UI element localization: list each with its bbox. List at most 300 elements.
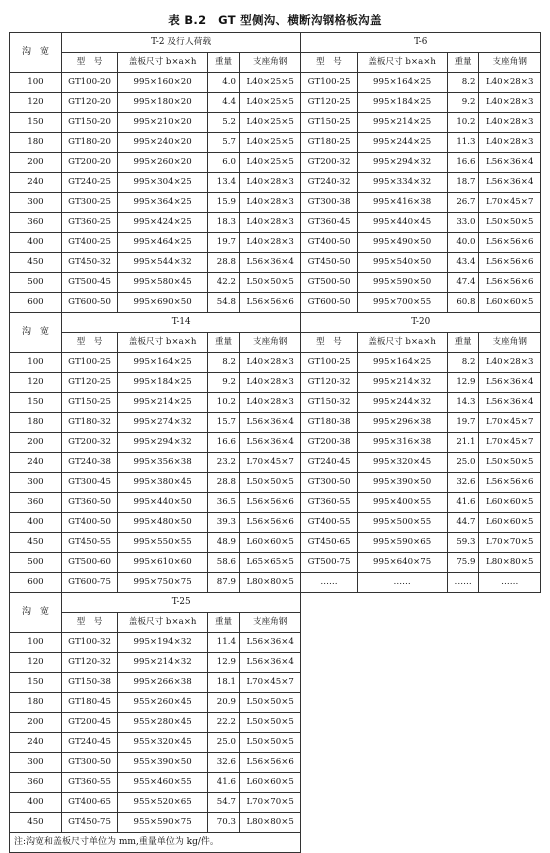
model-cell: GT600-50 <box>301 293 357 313</box>
angle-cell: L40×25×5 <box>239 93 301 113</box>
weight-cell: 19.7 <box>208 233 240 253</box>
block1-header-row <box>10 53 541 73</box>
angle-header: 支座角钢 <box>479 53 541 73</box>
angle-cell: L80×80×5 <box>479 553 541 573</box>
block2-group-row <box>10 313 541 333</box>
width-cell: 100 <box>10 353 62 373</box>
model-cell: GT360-25 <box>61 213 117 233</box>
size-cell: 995×440×50 <box>118 493 208 513</box>
model-cell: GT200-38 <box>301 433 357 453</box>
weight-cell: 4.0 <box>208 73 240 93</box>
model-cell: GT400-65 <box>61 793 117 813</box>
block3-group-left: T-25 <box>61 593 301 613</box>
table-row <box>10 473 541 493</box>
model-cell: GT500-45 <box>61 273 117 293</box>
model-header: 型 号 <box>301 333 357 353</box>
weight-cell: 42.2 <box>208 273 240 293</box>
size-cell: 995×364×25 <box>118 193 208 213</box>
model-cell: GT400-55 <box>301 513 357 533</box>
table-row <box>10 353 541 373</box>
width-cell: 450 <box>10 253 62 273</box>
angle-header: 支座角钢 <box>479 333 541 353</box>
angle-header: 支座角钢 <box>239 613 301 633</box>
angle-cell: L56×36×4 <box>239 653 301 673</box>
size-cell: 995×640×75 <box>357 553 447 573</box>
block3-group-row <box>10 593 541 613</box>
model-cell: GT300-50 <box>61 753 117 773</box>
weight-cell: 48.9 <box>208 533 240 553</box>
table-body <box>10 33 541 853</box>
table-row <box>10 493 541 513</box>
weight-cell: 58.6 <box>208 553 240 573</box>
model-cell: GT500-75 <box>301 553 357 573</box>
angle-cell: L56×56×6 <box>239 493 301 513</box>
angle-header: 支座角钢 <box>239 333 301 353</box>
weight-cell: 26.7 <box>447 193 479 213</box>
size-cell: 995×214×32 <box>118 653 208 673</box>
model-cell: GT180-32 <box>61 413 117 433</box>
table-row <box>10 293 541 313</box>
width-cell: 200 <box>10 713 62 733</box>
size-cell: 995×390×50 <box>357 473 447 493</box>
angle-cell: L40×28×3 <box>239 213 301 233</box>
model-cell: GT120-32 <box>61 653 117 673</box>
table-row <box>10 73 541 93</box>
model-cell: GT100-25 <box>301 353 357 373</box>
size-cell: 995×164×25 <box>357 73 447 93</box>
model-cell: GT300-45 <box>61 473 117 493</box>
angle-cell: L50×50×5 <box>239 273 301 293</box>
weight-cell: 22.2 <box>208 713 240 733</box>
angle-cell: L56×56×6 <box>239 753 301 773</box>
width-cell: 400 <box>10 513 62 533</box>
angle-cell: L50×50×5 <box>239 733 301 753</box>
width-cell: 240 <box>10 453 62 473</box>
weight-header: 重量 <box>208 333 240 353</box>
weight-cell: 18.1 <box>208 673 240 693</box>
model-cell: GT200-20 <box>61 153 117 173</box>
table-row <box>10 413 541 433</box>
angle-cell: L60×60×5 <box>239 773 301 793</box>
size-cell: 995×294×32 <box>118 433 208 453</box>
model-cell: GT200-32 <box>61 433 117 453</box>
width-cell: 150 <box>10 113 62 133</box>
angle-cell: L56×36×4 <box>239 413 301 433</box>
weight-header: 重量 <box>208 53 240 73</box>
model-cell: GT600-75 <box>61 573 117 593</box>
width-cell: 200 <box>10 153 62 173</box>
model-cell: GT400-50 <box>301 233 357 253</box>
table-row <box>10 553 541 573</box>
size-cell: 995×400×55 <box>357 493 447 513</box>
width-cell: 300 <box>10 473 62 493</box>
weight-cell: 60.8 <box>447 293 479 313</box>
weight-cell: 28.8 <box>208 473 240 493</box>
weight-cell: 70.3 <box>208 813 240 833</box>
model-cell: GT120-32 <box>301 373 357 393</box>
model-cell: GT100-20 <box>61 73 117 93</box>
table-row <box>10 393 541 413</box>
width-cell: 120 <box>10 373 62 393</box>
weight-cell: 54.8 <box>208 293 240 313</box>
weight-cell: 40.0 <box>447 233 479 253</box>
model-cell: GT180-45 <box>61 693 117 713</box>
width-cell: 300 <box>10 193 62 213</box>
model-cell: GT600-50 <box>61 293 117 313</box>
size-cell: 995×464×25 <box>118 233 208 253</box>
weight-cell: 14.3 <box>447 393 479 413</box>
weight-cell: 43.4 <box>447 253 479 273</box>
weight-cell: …… <box>447 573 479 593</box>
size-cell: 995×194×32 <box>118 633 208 653</box>
width-cell: 360 <box>10 493 62 513</box>
angle-cell: L40×25×5 <box>239 153 301 173</box>
width-cell: 100 <box>10 633 62 653</box>
angle-cell: L40×28×3 <box>239 233 301 253</box>
weight-cell: 13.4 <box>208 173 240 193</box>
model-cell: GT360-45 <box>301 213 357 233</box>
width-cell: 150 <box>10 393 62 413</box>
size-cell: 995×184×25 <box>357 93 447 113</box>
size-cell: 995×164×25 <box>118 353 208 373</box>
angle-cell: L40×28×3 <box>239 393 301 413</box>
size-cell: 955×520×65 <box>118 793 208 813</box>
block1-group-right: T-6 <box>301 33 541 53</box>
weight-cell: 9.2 <box>447 93 479 113</box>
angle-cell: L60×60×5 <box>479 513 541 533</box>
table-row <box>10 93 541 113</box>
table-row <box>10 533 541 553</box>
angle-cell: L40×25×5 <box>239 133 301 153</box>
width-cell: 450 <box>10 813 62 833</box>
model-header: 型 号 <box>61 613 117 633</box>
weight-header: 重量 <box>447 333 479 353</box>
angle-cell: L80×80×5 <box>239 573 301 593</box>
size-cell: 955×390×50 <box>118 753 208 773</box>
weight-cell: 47.4 <box>447 273 479 293</box>
size-header: 盖板尺寸 b×a×h <box>118 53 208 73</box>
block2-group-left: T-14 <box>61 313 301 333</box>
weight-header: 重量 <box>447 53 479 73</box>
size-cell: 995×540×50 <box>357 253 447 273</box>
size-cell: 995×480×50 <box>118 513 208 533</box>
weight-cell: 5.2 <box>208 113 240 133</box>
size-cell: 995×550×55 <box>118 533 208 553</box>
angle-cell: L56×36×4 <box>479 153 541 173</box>
size-cell: 995×240×20 <box>118 133 208 153</box>
width-cell: 240 <box>10 173 62 193</box>
model-cell: GT240-45 <box>301 453 357 473</box>
model-cell: GT400-50 <box>61 513 117 533</box>
weight-cell: 8.2 <box>447 353 479 373</box>
model-cell: GT100-25 <box>61 353 117 373</box>
weight-cell: 12.9 <box>447 373 479 393</box>
weight-cell: 19.7 <box>447 413 479 433</box>
angle-cell: L40×28×3 <box>479 133 541 153</box>
size-cell: 995×214×25 <box>118 393 208 413</box>
angle-cell: L70×45×7 <box>239 673 301 693</box>
angle-cell: L50×50×5 <box>239 693 301 713</box>
model-cell: GT240-32 <box>301 173 357 193</box>
weight-cell: 23.2 <box>208 453 240 473</box>
weight-cell: 25.0 <box>208 733 240 753</box>
size-cell: 995×320×45 <box>357 453 447 473</box>
angle-cell: L40×28×3 <box>479 93 541 113</box>
size-cell: 995×750×75 <box>118 573 208 593</box>
table-row <box>10 273 541 293</box>
size-cell: 995×210×20 <box>118 113 208 133</box>
width-cell: 500 <box>10 553 62 573</box>
table-note: 注:沟宽和盖板尺寸单位为 mm,重量单位为 kg/件。 <box>10 833 301 853</box>
angle-cell: L56×56×6 <box>479 273 541 293</box>
width-cell: 500 <box>10 273 62 293</box>
model-cell: GT150-38 <box>61 673 117 693</box>
size-cell: 955×590×75 <box>118 813 208 833</box>
size-cell: 995×424×25 <box>118 213 208 233</box>
angle-cell: L50×50×5 <box>239 713 301 733</box>
model-cell: GT120-25 <box>301 93 357 113</box>
angle-cell: L40×25×5 <box>239 113 301 133</box>
weight-cell: 9.2 <box>208 373 240 393</box>
width-cell: 400 <box>10 793 62 813</box>
angle-cell: L70×45×7 <box>479 433 541 453</box>
size-cell: 995×380×45 <box>118 473 208 493</box>
size-cell: 955×320×45 <box>118 733 208 753</box>
model-cell: GT300-50 <box>301 473 357 493</box>
angle-cell: L70×70×5 <box>479 533 541 553</box>
grating-cover-table <box>9 32 541 853</box>
model-cell: GT120-20 <box>61 93 117 113</box>
model-cell: GT240-45 <box>61 733 117 753</box>
weight-cell: 39.3 <box>208 513 240 533</box>
size-cell: 995×610×60 <box>118 553 208 573</box>
width-header: 沟 宽 <box>10 313 62 353</box>
weight-cell: 15.9 <box>208 193 240 213</box>
weight-cell: 11.3 <box>447 133 479 153</box>
width-cell: 450 <box>10 533 62 553</box>
model-cell: GT360-50 <box>61 493 117 513</box>
angle-cell: L65×65×5 <box>239 553 301 573</box>
model-header: 型 号 <box>61 53 117 73</box>
size-cell: 995×690×50 <box>118 293 208 313</box>
weight-cell: 44.7 <box>447 513 479 533</box>
weight-cell: 41.6 <box>208 773 240 793</box>
width-cell: 240 <box>10 733 62 753</box>
width-cell: 360 <box>10 213 62 233</box>
angle-cell: L56×36×4 <box>239 253 301 273</box>
size-cell: 995×356×38 <box>118 453 208 473</box>
width-cell: 300 <box>10 753 62 773</box>
size-cell: 995×274×32 <box>118 413 208 433</box>
table-row <box>10 253 541 273</box>
weight-cell: 10.2 <box>208 393 240 413</box>
width-cell: 600 <box>10 293 62 313</box>
size-header: 盖板尺寸 b×a×h <box>357 53 447 73</box>
size-cell: 995×244×25 <box>357 133 447 153</box>
model-cell: GT180-20 <box>61 133 117 153</box>
angle-cell: L40×28×3 <box>479 73 541 93</box>
table-row <box>10 433 541 453</box>
model-cell: GT120-25 <box>61 373 117 393</box>
table-row <box>10 113 541 133</box>
size-cell: 995×184×25 <box>118 373 208 393</box>
width-cell: 150 <box>10 673 62 693</box>
size-cell: 995×214×32 <box>357 373 447 393</box>
table-row <box>10 153 541 173</box>
angle-cell: L60×60×5 <box>239 533 301 553</box>
angle-header: 支座角钢 <box>239 53 301 73</box>
size-cell: 995×214×25 <box>357 113 447 133</box>
table-row <box>10 373 541 393</box>
angle-cell: L56×56×6 <box>479 473 541 493</box>
weight-cell: 32.6 <box>447 473 479 493</box>
width-cell: 120 <box>10 653 62 673</box>
model-cell: GT450-55 <box>61 533 117 553</box>
weight-cell: 18.3 <box>208 213 240 233</box>
table-row <box>10 513 541 533</box>
weight-cell: 32.6 <box>208 753 240 773</box>
angle-cell: L56×56×6 <box>479 253 541 273</box>
angle-cell: L60×60×5 <box>479 293 541 313</box>
model-cell: GT200-45 <box>61 713 117 733</box>
size-cell: 995×160×20 <box>118 73 208 93</box>
weight-cell: 16.6 <box>208 433 240 453</box>
model-cell: GT300-38 <box>301 193 357 213</box>
angle-cell: L50×50×5 <box>479 453 541 473</box>
angle-cell: L56×56×6 <box>479 233 541 253</box>
size-cell: 995×416×38 <box>357 193 447 213</box>
width-cell: 200 <box>10 433 62 453</box>
model-cell: GT240-25 <box>61 173 117 193</box>
model-cell: GT150-25 <box>301 113 357 133</box>
width-cell: 180 <box>10 693 62 713</box>
model-cell: GT360-55 <box>61 773 117 793</box>
size-cell: 955×260×45 <box>118 693 208 713</box>
size-cell: 995×304×25 <box>118 173 208 193</box>
angle-cell: L56×36×4 <box>479 393 541 413</box>
weight-cell: 36.5 <box>208 493 240 513</box>
table-row <box>10 233 541 253</box>
size-cell: 995×334×32 <box>357 173 447 193</box>
block2-header-row <box>10 333 541 353</box>
size-cell: 995×164×25 <box>357 353 447 373</box>
model-cell: GT450-32 <box>61 253 117 273</box>
weight-cell: 25.0 <box>447 453 479 473</box>
width-header: 沟 宽 <box>10 33 62 73</box>
model-cell: GT180-38 <box>301 413 357 433</box>
weight-cell: 18.7 <box>447 173 479 193</box>
angle-cell: L70×45×7 <box>479 413 541 433</box>
weight-cell: 12.9 <box>208 653 240 673</box>
model-cell: GT150-32 <box>301 393 357 413</box>
weight-cell: 59.3 <box>447 533 479 553</box>
model-cell: GT300-25 <box>61 193 117 213</box>
angle-cell: …… <box>479 573 541 593</box>
weight-cell: 16.6 <box>447 153 479 173</box>
width-cell: 120 <box>10 93 62 113</box>
weight-cell: 6.0 <box>208 153 240 173</box>
width-cell: 600 <box>10 573 62 593</box>
angle-cell: L40×28×3 <box>479 113 541 133</box>
angle-cell: L56×56×6 <box>239 513 301 533</box>
model-cell: GT500-60 <box>61 553 117 573</box>
size-cell: 995×266×38 <box>118 673 208 693</box>
weight-cell: 15.7 <box>208 413 240 433</box>
width-cell: 360 <box>10 773 62 793</box>
weight-cell: 4.4 <box>208 93 240 113</box>
model-cell: GT150-20 <box>61 113 117 133</box>
angle-cell: L70×45×7 <box>479 193 541 213</box>
size-cell: 995×316×38 <box>357 433 447 453</box>
model-cell: GT100-32 <box>61 633 117 653</box>
model-cell: GT200-32 <box>301 153 357 173</box>
size-cell: 995×700×55 <box>357 293 447 313</box>
size-cell: 995×590×50 <box>357 273 447 293</box>
table-row <box>10 193 541 213</box>
model-cell: GT450-75 <box>61 813 117 833</box>
width-cell: 100 <box>10 73 62 93</box>
size-cell: 995×180×20 <box>118 93 208 113</box>
weight-cell: 5.7 <box>208 133 240 153</box>
angle-cell: L70×45×7 <box>239 453 301 473</box>
size-cell: …… <box>357 573 447 593</box>
weight-cell: 28.8 <box>208 253 240 273</box>
angle-cell: L40×25×5 <box>239 73 301 93</box>
size-header: 盖板尺寸 b×a×h <box>118 613 208 633</box>
weight-cell: 33.0 <box>447 213 479 233</box>
weight-cell: 54.7 <box>208 793 240 813</box>
model-cell: GT450-65 <box>301 533 357 553</box>
width-header: 沟 宽 <box>10 593 62 633</box>
width-cell: 400 <box>10 233 62 253</box>
block2-group-right: T-20 <box>301 313 541 333</box>
block1-group-left: T-2 及行人荷载 <box>61 33 301 53</box>
model-cell: GT150-25 <box>61 393 117 413</box>
model-cell: GT400-25 <box>61 233 117 253</box>
size-cell: 995×440×45 <box>357 213 447 233</box>
size-cell: 955×280×45 <box>118 713 208 733</box>
size-cell: 995×260×20 <box>118 153 208 173</box>
table-title: 表 B.2 GT 型侧沟、横断沟钢格板沟盖 <box>168 13 382 27</box>
model-cell: GT450-50 <box>301 253 357 273</box>
angle-cell: L40×28×3 <box>239 353 301 373</box>
model-cell: GT180-25 <box>301 133 357 153</box>
angle-cell: L40×28×3 <box>239 173 301 193</box>
block1-group-row <box>10 33 541 53</box>
weight-cell: 8.2 <box>447 73 479 93</box>
angle-cell: L56×36×4 <box>239 633 301 653</box>
size-cell: 995×590×65 <box>357 533 447 553</box>
model-header: 型 号 <box>301 53 357 73</box>
size-cell: 995×296×38 <box>357 413 447 433</box>
weight-cell: 21.1 <box>447 433 479 453</box>
angle-cell: L40×28×3 <box>239 193 301 213</box>
model-cell: GT360-55 <box>301 493 357 513</box>
angle-cell: L80×80×5 <box>239 813 301 833</box>
angle-cell: L70×70×5 <box>239 793 301 813</box>
weight-cell: 11.4 <box>208 633 240 653</box>
size-header: 盖板尺寸 b×a×h <box>118 333 208 353</box>
width-cell: 180 <box>10 413 62 433</box>
table-row <box>10 173 541 193</box>
table-row <box>10 213 541 233</box>
size-cell: 995×244×32 <box>357 393 447 413</box>
model-header: 型 号 <box>61 333 117 353</box>
angle-cell: L56×36×4 <box>479 173 541 193</box>
angle-cell: L60×60×5 <box>479 493 541 513</box>
size-cell: 995×544×32 <box>118 253 208 273</box>
model-cell: …… <box>301 573 357 593</box>
